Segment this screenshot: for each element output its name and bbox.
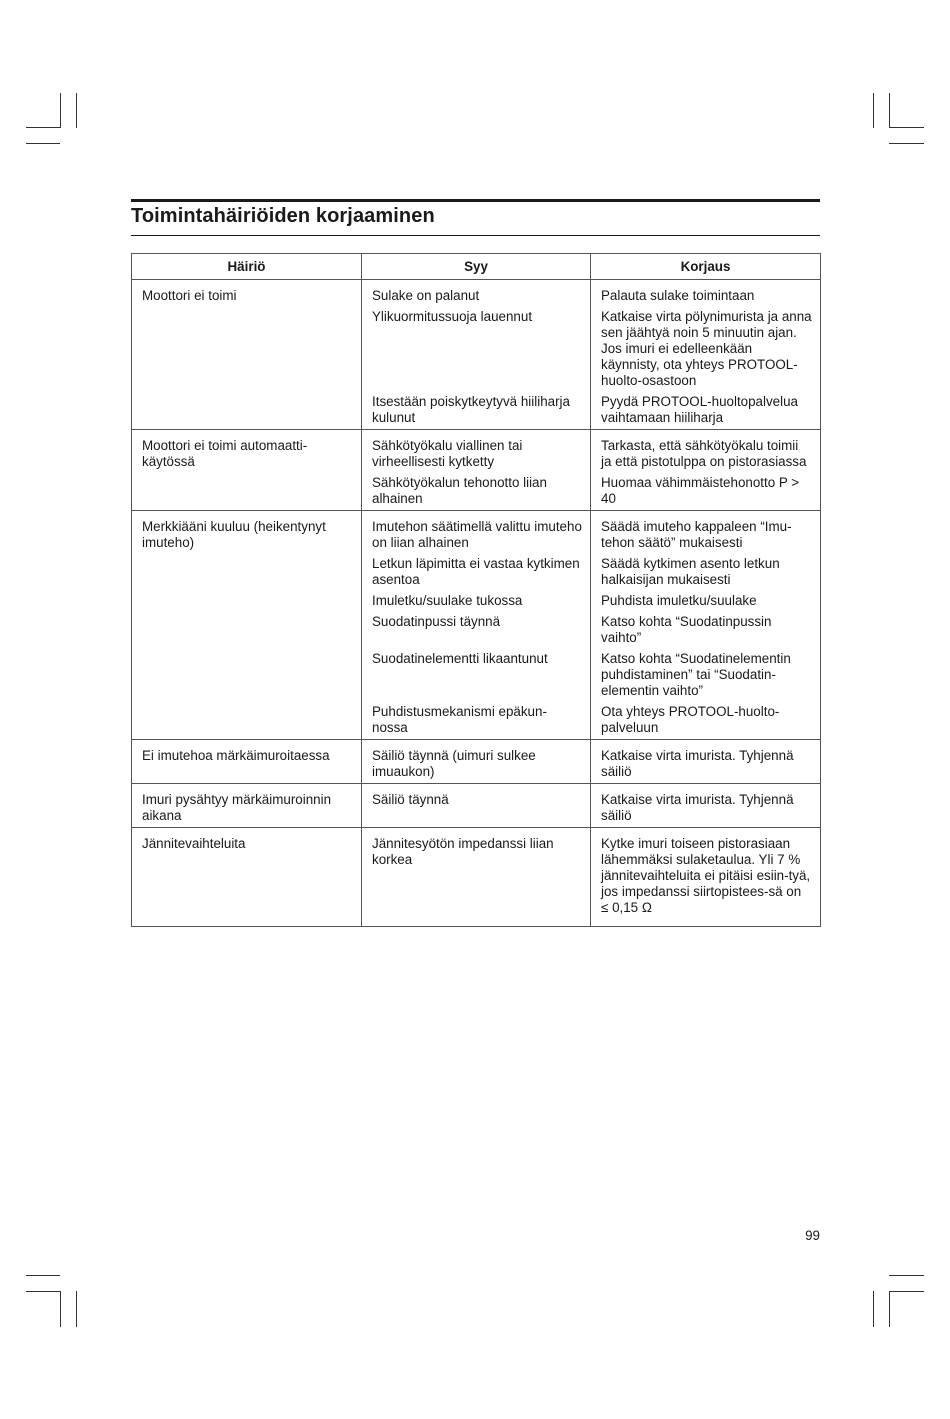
fix-cell: Katkaise virta pölynimurista ja anna sen jäähtyä noin 5 minuutin ajan. Jos imuri ei edelleenkään käynnisty, ota yhteys PROTOOL-huolto-osastoon — [591, 304, 821, 389]
cause-cell: Letkun läpimitta ei vastaa kytkimen asentoa — [362, 551, 591, 588]
table-row — [132, 828, 821, 927]
fix-cell: Säädä kytkimen asento letkun halkaisijan mukaisesti — [591, 551, 821, 588]
crop-mark — [26, 1291, 60, 1292]
crop-mark — [889, 93, 890, 128]
cause-cell: Ylikuormitussuoja lauennut — [362, 304, 591, 389]
cause-cell: Suodatinelementti likaantunut — [362, 646, 591, 699]
cause-cell: Jännitesyötön impedanssi liian korkea — [362, 828, 591, 927]
cause-cell: Itsestään poiskytkeytyvä hiiliharja kulunut — [362, 389, 591, 430]
crop-mark — [873, 93, 874, 128]
fix-cell: Katso kohta “Suodatinelementin puhdistaminen” tai “Suodatin-elementin vaihto” — [591, 646, 821, 699]
cause-cell: Imuletku/suulake tukossa — [362, 588, 591, 609]
crop-mark — [76, 93, 77, 128]
column-header-fault: Häiriö — [132, 254, 362, 280]
crop-mark — [889, 1291, 890, 1327]
cause-cell: Sulake on palanut — [362, 280, 591, 305]
fix-cell: Ota yhteys PROTOOL-huolto-palveluun — [591, 699, 821, 740]
fix-cell: Puhdista imuletku/suulake — [591, 588, 821, 609]
cause-cell: Puhdistusmekanismi epäkun-nossa — [362, 699, 591, 740]
fault-cell: Ei imutehoa märkäimuroitaessa — [132, 740, 362, 784]
table-row — [132, 430, 821, 471]
fix-cell: Säädä imuteho kappaleen “Imu-tehon säätö” mukaisesti — [591, 511, 821, 552]
fault-cell: Imuri pysähtyy märkäimuroinnin aikana — [132, 784, 362, 828]
fix-cell: Kytke imuri toiseen pistorasiaan lähemmäksi sulaketaulua. Yli 7 % jännitevaihteluita ei pitäisi esiin-tyä, jos impedanssi siirtopistees-sä on ≤ 0,15 Ω — [591, 828, 821, 927]
fix-cell: Palauta sulake toimintaan — [591, 280, 821, 305]
fault-cell: Moottori ei toimi automaatti-käytössä — [132, 430, 362, 511]
fix-cell: Pyydä PROTOOL-huoltopalvelua vaihtamaan hiiliharja — [591, 389, 821, 430]
table-row — [132, 280, 821, 305]
cause-cell: Säiliö täynnä — [362, 784, 591, 828]
cause-cell: Sähkötyökalun tehonotto liian alhainen — [362, 470, 591, 511]
title-rule-bottom — [131, 235, 820, 236]
column-header-cause: Syy — [362, 254, 591, 280]
crop-mark — [60, 93, 61, 128]
crop-mark — [889, 127, 924, 128]
page-number: 99 — [805, 1228, 820, 1243]
crop-mark — [26, 1275, 60, 1276]
cause-cell: Imutehon säätimellä valittu imuteho on liian alhainen — [362, 511, 591, 552]
cause-cell: Suodatinpussi täynnä — [362, 609, 591, 646]
fix-cell: Katkaise virta imurista. Tyhjennä säiliö — [591, 740, 821, 784]
title-rule-top — [131, 199, 820, 202]
table-header-row — [132, 254, 821, 280]
column-header-fix: Korjaus — [591, 254, 821, 280]
fault-cell: Moottori ei toimi — [132, 280, 362, 430]
cause-cell: Säiliö täynnä (uimuri sulkee imuaukon) — [362, 740, 591, 784]
fault-cell: Merkkiääni kuuluu (heikentynyt imuteho) — [132, 511, 362, 740]
crop-mark — [889, 143, 924, 144]
fix-cell: Huomaa vähimmäistehonotto P > 40 — [591, 470, 821, 511]
table-row — [132, 740, 821, 784]
crop-mark — [26, 143, 60, 144]
fix-cell: Katso kohta “Suodatinpussin vaihto” — [591, 609, 821, 646]
fault-cell: Jännitevaihteluita — [132, 828, 362, 927]
fix-cell: Katkaise virta imurista. Tyhjennä säiliö — [591, 784, 821, 828]
table-row — [132, 784, 821, 828]
troubleshooting-table — [131, 253, 821, 927]
crop-mark — [76, 1291, 77, 1327]
crop-mark — [60, 1291, 61, 1327]
crop-mark — [889, 1275, 924, 1276]
cause-cell: Sähkötyökalu viallinen tai virheellisesti kytketty — [362, 430, 591, 471]
crop-mark — [26, 127, 60, 128]
crop-mark — [873, 1291, 874, 1327]
fix-cell: Tarkasta, että sähkötyökalu toimii ja että pistotulppa on pistorasiassa — [591, 430, 821, 471]
page-title: Toimintahäiriöiden korjaaminen — [131, 205, 435, 227]
crop-mark — [889, 1291, 924, 1292]
table-row — [132, 511, 821, 552]
